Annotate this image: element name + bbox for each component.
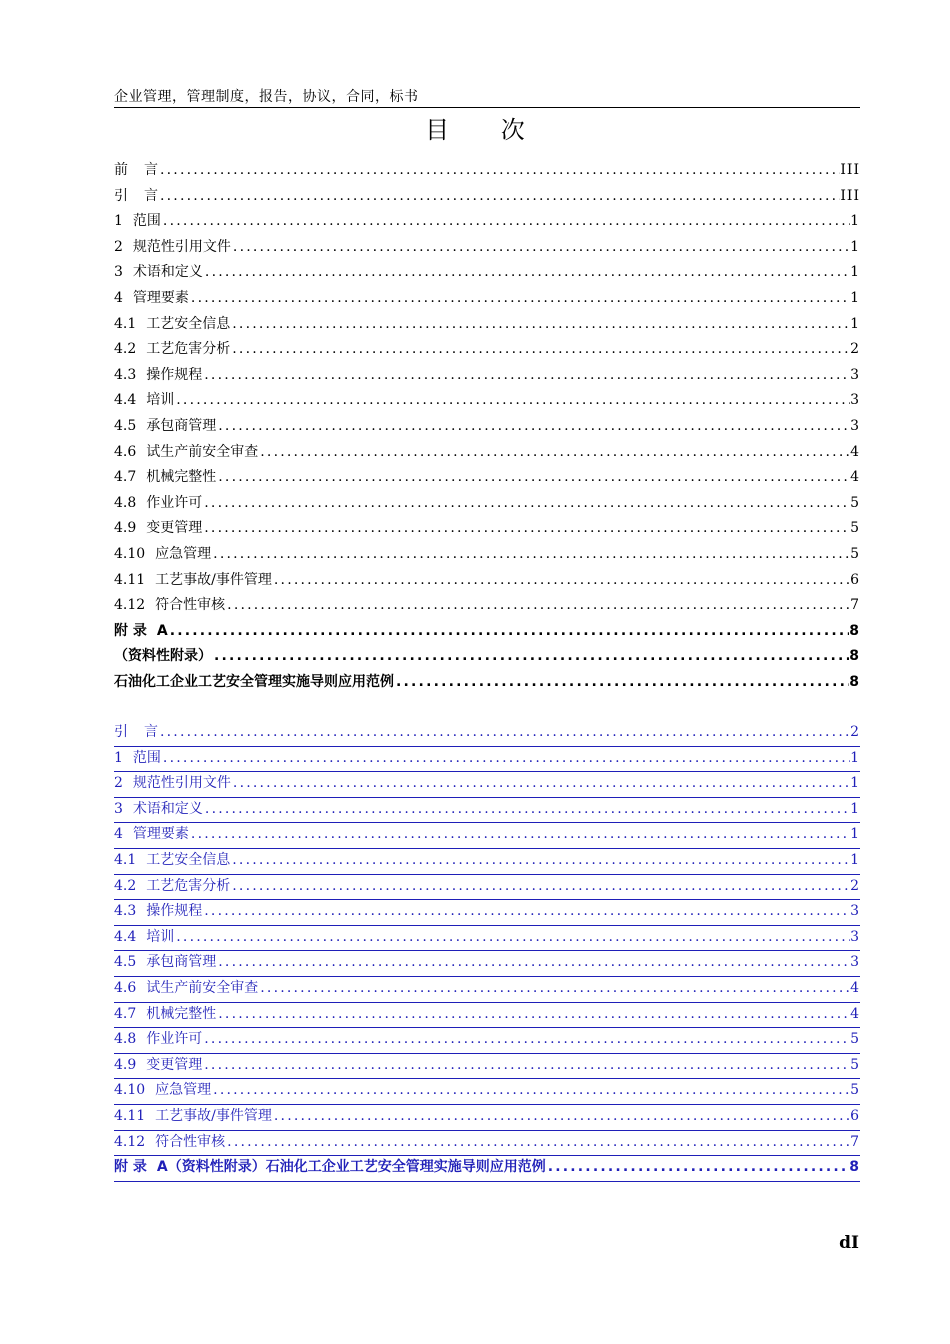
toc-entry-number: 4.3 (114, 903, 137, 920)
toc-entry-label: 应急管理 (155, 1082, 212, 1099)
dot-leader (203, 264, 850, 280)
dot-leader (202, 903, 850, 919)
toc-entry-page: 1 (850, 213, 860, 230)
toc-entry-number: 4.3 (114, 366, 137, 383)
dot-leader (211, 546, 850, 562)
toc-entry-number: 3 (114, 264, 123, 281)
toc-link[interactable] (114, 1079, 860, 1105)
dot-leader (211, 1082, 850, 1098)
toc-entry-label: 工艺危害分析 (146, 877, 231, 894)
toc-entry-page: 4 (850, 469, 860, 486)
dot-leader (161, 213, 850, 229)
toc-entry-number: 附 录 (114, 622, 147, 639)
toc-entry-page: 7 (850, 1133, 860, 1150)
toc-entry-label: 言 (144, 187, 158, 204)
toc-entry-page: 8 (849, 1159, 860, 1176)
toc-entry-page: 3 (850, 392, 860, 409)
toc-entry-page: 1 (850, 826, 860, 843)
toc-entry-number: 3 (114, 800, 123, 817)
dot-leader (230, 341, 850, 357)
toc-link[interactable] (114, 823, 860, 849)
toc-entry (114, 645, 860, 671)
toc-entry-page: 7 (850, 597, 860, 614)
toc-link[interactable] (114, 1105, 860, 1131)
dot-leader (216, 954, 850, 970)
toc-entry-page: 5 (850, 520, 860, 537)
dot-leader (216, 418, 850, 434)
dot-leader (225, 597, 850, 613)
toc-entry-label: 言 (144, 724, 158, 740)
dot-leader (394, 674, 849, 690)
dot-leader (158, 188, 840, 204)
toc-entry-number: 2 (114, 775, 123, 792)
toc-entry-page: 6 (850, 1107, 860, 1124)
toc-link[interactable] (114, 1156, 860, 1182)
toc-entry (114, 569, 860, 595)
toc-entry-label: 符合性审核 (155, 1133, 226, 1150)
dot-leader (272, 1108, 850, 1124)
table-of-contents-links (114, 721, 860, 1182)
toc-entry-page: 5 (850, 1056, 860, 1073)
toc-entry-label: 规范性引用文件 (132, 238, 231, 255)
toc-entry (114, 543, 860, 569)
toc-entry-number: 4.12 (114, 1133, 146, 1150)
toc-entry-page: 3 (850, 903, 860, 920)
toc-entry-label: 范围 (132, 749, 161, 766)
toc-entry-number: 4.4 (114, 392, 137, 409)
dot-leader (230, 878, 850, 894)
dot-leader (231, 775, 850, 791)
dot-leader (189, 826, 850, 842)
toc-entry-number: 4 (114, 289, 123, 306)
dot-leader (258, 980, 850, 996)
toc-entry-page: 1 (850, 264, 860, 281)
toc-link[interactable] (114, 951, 860, 977)
dot-leader (158, 162, 840, 178)
toc-entry-number: 4 (114, 826, 123, 843)
toc-link[interactable] (114, 721, 860, 747)
toc-entry-number: 4.1 (114, 315, 137, 332)
dot-leader (202, 1057, 850, 1073)
table-of-contents (114, 159, 860, 696)
page-title: 目 次 (425, 116, 547, 144)
toc-entry-label: 术语和定义 (132, 800, 203, 817)
toc-entry (114, 389, 860, 415)
toc-entry-label: 规范性引用文件 (132, 775, 231, 792)
toc-entry-number: 4.5 (114, 417, 137, 434)
toc-entry (114, 620, 860, 646)
toc-entry (114, 441, 860, 467)
toc-entry-label: 术语和定义 (132, 264, 203, 281)
toc-entry-number: 4.4 (114, 928, 137, 945)
toc-entry-number: 4.10 (114, 545, 146, 562)
toc-entry-page: 5 (850, 545, 860, 562)
toc-entry-page: 4 (850, 979, 860, 996)
toc-entry-label: 言 (144, 162, 158, 178)
toc-entry-number: 附 录 (114, 1159, 147, 1176)
toc-entry-label: 工艺危害分析 (146, 341, 231, 358)
dot-leader (546, 1159, 850, 1175)
toc-entry-number: 4.2 (114, 877, 137, 894)
toc-entry-label: A（资料性附录）石油化工企业工艺安全管理实施导则应用范例 (156, 1159, 546, 1176)
toc-entry-label: 符合性审核 (155, 597, 226, 614)
dot-leader (231, 239, 850, 255)
toc-entry-label: 试生产前安全审查 (146, 443, 259, 460)
toc-entry-page: 8 (849, 673, 860, 690)
toc-entry-page: III (840, 162, 860, 178)
dot-leader (168, 623, 850, 639)
toc-entry-number: 引 (114, 187, 138, 204)
dot-leader (258, 444, 850, 460)
toc-entry (114, 466, 860, 492)
toc-entry-page: 4 (850, 443, 860, 460)
toc-entry-page: 1 (850, 851, 860, 868)
toc-entry-number: 4.11 (114, 571, 146, 588)
page-number: dI (839, 1233, 859, 1253)
toc-entry-label: 管理要素 (132, 289, 189, 306)
toc-entry-number: 2 (114, 238, 123, 255)
toc-entry-page: 2 (850, 724, 860, 740)
toc-link[interactable] (114, 747, 860, 773)
toc-entry-page: 6 (850, 571, 860, 588)
toc-entry-label: 作业许可 (146, 1031, 203, 1048)
toc-entry-number: 4.1 (114, 851, 137, 868)
toc-entry-label: 工艺安全信息 (146, 851, 231, 868)
toc-entry (114, 415, 860, 441)
toc-entry-label: 变更管理 (146, 1056, 203, 1073)
toc-entry (114, 159, 860, 185)
toc-entry-label: 承包商管理 (146, 417, 217, 434)
toc-link[interactable] (114, 798, 860, 824)
dot-leader (216, 1006, 850, 1022)
toc-entry-page: 5 (850, 1082, 860, 1099)
toc-link[interactable] (114, 772, 860, 798)
toc-entry-label: 试生产前安全审查 (146, 979, 259, 996)
toc-entry-page: III (840, 187, 860, 204)
toc-entry-number: 4.8 (114, 494, 137, 511)
toc-entry-label: （资料性附录） (114, 648, 212, 665)
toc-entry (114, 261, 860, 287)
toc-entry-label: 承包商管理 (146, 954, 217, 971)
toc-entry-page: 5 (850, 494, 860, 511)
dot-leader (202, 520, 850, 536)
toc-entry-number: 4.6 (114, 443, 137, 460)
toc-link[interactable] (114, 1028, 860, 1054)
toc-entry-page: 1 (850, 775, 860, 792)
toc-entry-label: 管理要素 (132, 826, 189, 843)
toc-entry-number: 4.8 (114, 1031, 137, 1048)
toc-entry-label: 机械完整性 (146, 469, 217, 486)
toc-entry-page: 3 (850, 366, 860, 383)
dot-leader (174, 392, 850, 408)
toc-link[interactable] (114, 926, 860, 952)
toc-entry-page: 3 (850, 954, 860, 971)
dot-leader (202, 1031, 850, 1047)
toc-entry-page: 1 (850, 315, 860, 332)
dot-leader (230, 316, 850, 332)
dot-leader (272, 572, 850, 588)
toc-entry-page: 4 (850, 1005, 860, 1022)
dot-leader (202, 367, 850, 383)
toc-link[interactable] (114, 1003, 860, 1029)
toc-entry-number: 4.9 (114, 1056, 137, 1073)
toc-entry-page: 2 (850, 877, 860, 894)
toc-link[interactable] (114, 977, 860, 1003)
toc-entry-number: 前 (114, 162, 138, 178)
toc-entry-number: 4.2 (114, 341, 137, 358)
toc-entry (114, 287, 860, 313)
toc-entry-number: 4.6 (114, 979, 137, 996)
dot-leader (161, 750, 850, 766)
toc-entry-page: 3 (850, 928, 860, 945)
toc-entry (114, 364, 860, 390)
toc-entry-page: 1 (850, 800, 860, 817)
toc-entry-label: 机械完整性 (146, 1005, 217, 1022)
toc-entry-number: 4.12 (114, 597, 146, 614)
toc-entry-page: 5 (850, 1031, 860, 1048)
toc-link[interactable] (114, 1131, 860, 1157)
toc-entry (114, 236, 860, 262)
toc-entry-label: 应急管理 (155, 545, 212, 562)
toc-entry (114, 517, 860, 543)
toc-entry-number: 4.10 (114, 1082, 146, 1099)
toc-link[interactable] (114, 849, 860, 875)
toc-link[interactable] (114, 1054, 860, 1080)
toc-entry-label: 培训 (146, 392, 175, 409)
dot-leader (202, 495, 850, 511)
toc-entry-page: 3 (850, 417, 860, 434)
toc-entry (114, 210, 860, 236)
toc-link[interactable] (114, 875, 860, 901)
toc-entry-label: 石油化工企业工艺安全管理实施导则应用范例 (114, 673, 394, 690)
dot-leader (216, 469, 850, 485)
toc-entry-label: 作业许可 (146, 494, 203, 511)
toc-entry-page: 1 (850, 749, 860, 766)
toc-entry-number: 4.11 (114, 1107, 146, 1124)
toc-entry-number: 4.9 (114, 520, 137, 537)
toc-entry-page: 1 (850, 289, 860, 306)
toc-entry-label: 操作规程 (146, 366, 203, 383)
toc-entry-label: A (156, 622, 168, 639)
dot-leader (212, 648, 849, 664)
toc-entry-label: 工艺事故/事件管理 (155, 1107, 272, 1124)
toc-entry-label: 培训 (146, 928, 175, 945)
toc-entry (114, 313, 860, 339)
dot-leader (225, 1134, 850, 1150)
toc-entry-page: 1 (850, 238, 860, 255)
toc-entry-number: 4.7 (114, 469, 137, 486)
dot-leader (174, 929, 850, 945)
toc-entry-label: 工艺安全信息 (146, 315, 231, 332)
toc-entry-number: 1 (114, 213, 123, 230)
dot-leader (230, 852, 850, 868)
toc-entry (114, 492, 860, 518)
toc-entry-page: 8 (849, 622, 860, 639)
dot-leader (189, 290, 850, 306)
toc-entry-label: 范围 (132, 213, 161, 230)
toc-entry-page: 8 (849, 648, 860, 665)
toc-link[interactable] (114, 900, 860, 926)
toc-entry-number: 4.5 (114, 954, 137, 971)
toc-entry-number: 1 (114, 749, 123, 766)
toc-entry (114, 594, 860, 620)
toc-entry (114, 338, 860, 364)
page-header: 企业管理，管理制度，报告，协议，合同，标书 (114, 88, 860, 108)
toc-entry-page: 2 (850, 341, 860, 358)
toc-entry (114, 185, 860, 211)
toc-entry-number: 引 (114, 724, 138, 740)
toc-entry-label: 操作规程 (146, 903, 203, 920)
toc-entry-label: 变更管理 (146, 520, 203, 537)
toc-entry-number: 4.7 (114, 1005, 137, 1022)
toc-entry (114, 671, 860, 697)
toc-entry-label: 工艺事故/事件管理 (155, 571, 272, 588)
dot-leader (203, 801, 850, 817)
dot-leader (158, 724, 850, 740)
